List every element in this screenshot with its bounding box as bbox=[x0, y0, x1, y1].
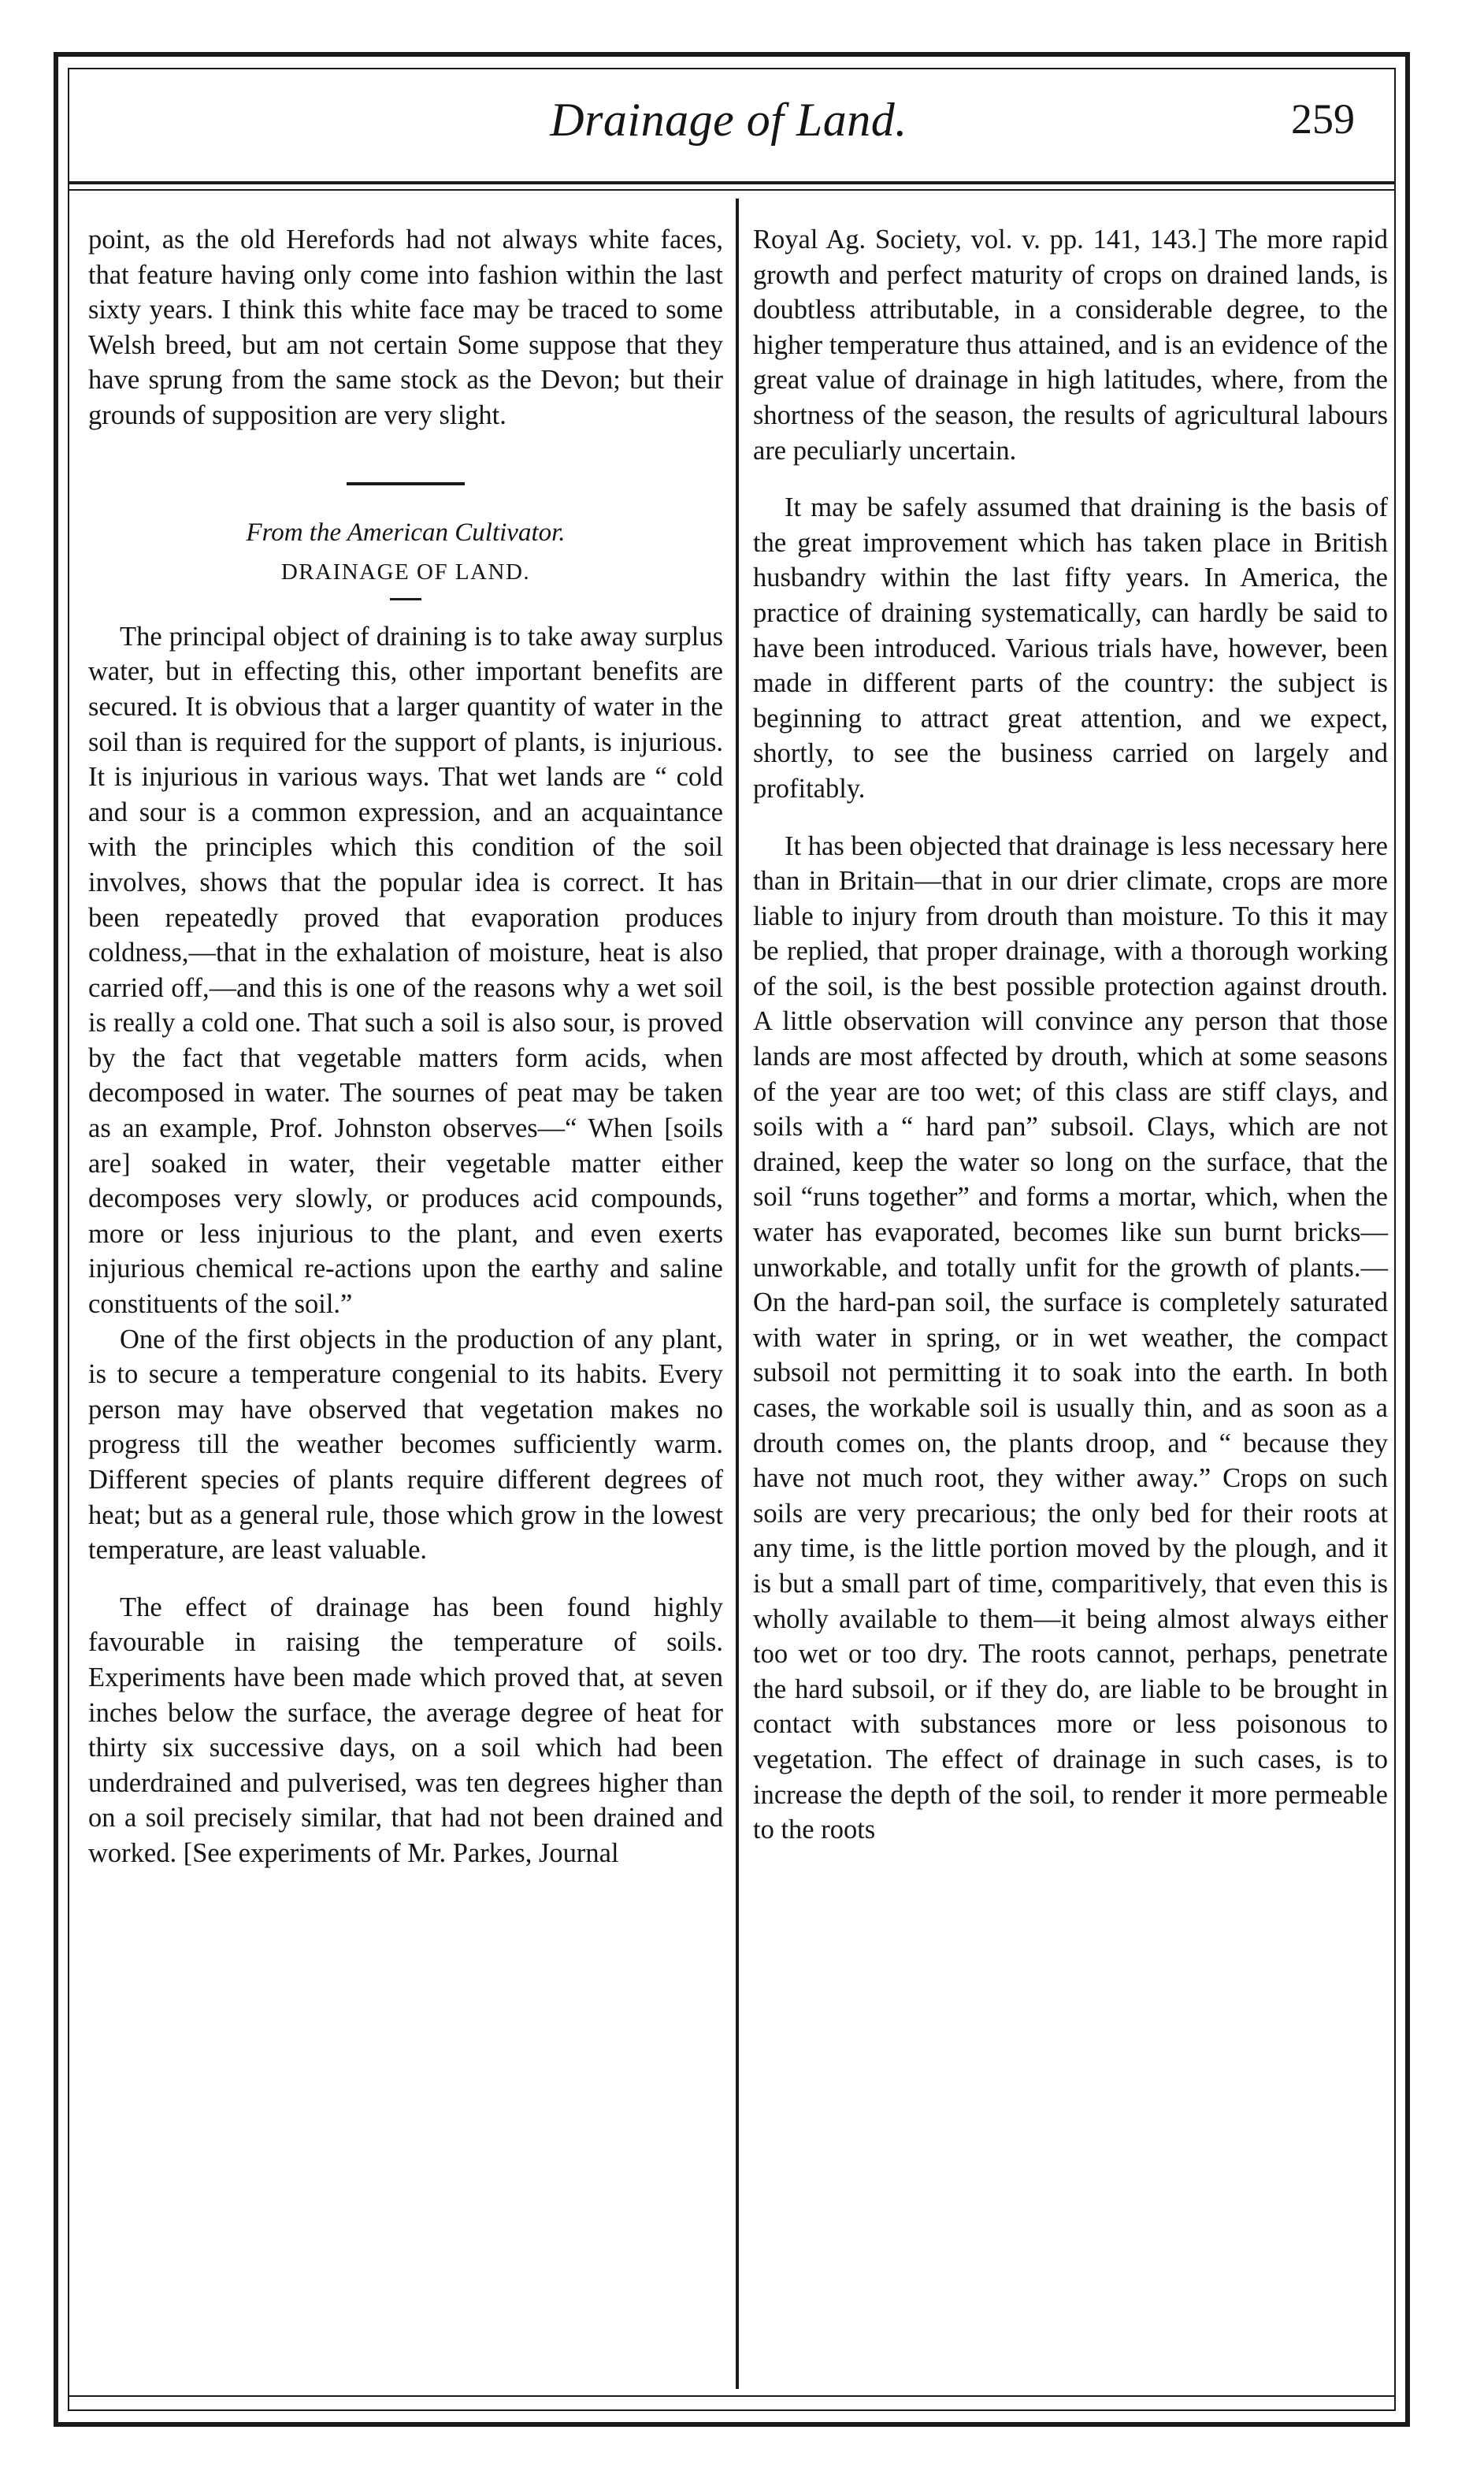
body-paragraph: The principal object of draining is to take away surplus water, but in effecting this, other important benefits are secured. It is obvious that a larger quantity of water in the soil than is required for the support of plants, is injurious. It is injurious in various ways. That wet lands are “ cold and sour is a common expression, and an acquaintance with the principles which this condition of the soil involves, shows that the popular idea is correct. It has been repeatedly proved that evaporation produces coldness,—that in the exhalation of moisture, heat is also carried off,—and this is one of the reasons why a wet soil is really a cold one. That such a soil is also sour, is proved by the fact that vegetable matters form acids, when decomposed in water. The sournes of peat may be taken as an example, Prof. Johnston observes—“ When [soils are] soaked in water, their vegetable matter either decomposes very slowly, or produces acid compounds, more or less injurious to the plant, and even exerts injurious chemical re-actions upon the earthy and saline constituents of the soil.” bbox=[88, 621, 723, 1320]
running-header bbox=[79, 93, 1378, 164]
left-column bbox=[88, 222, 723, 1871]
running-title: Drainage of Land. bbox=[550, 94, 907, 146]
body-paragraph: It has been objected that drainage is less necessary here than in Britain—that in our drier climate, crops are more liable to injury from drouth than moisture. To this it may be replied, that proper drainage, with a thorough working of the soil, is the best possible protection against drouth. A little observation will convince any person that those lands are most affected by drouth, which at some seasons of the year are too wet; of this class are stiff clays, and soils with a “ hard pan” subsoil. Clays, which are not drained, keep the water so long on the surface, that the soil “runs together” and forms a mortar, which, when the water has evaporated, becomes like sun burnt bricks—unworkable, and totally unfit for the growth of plants.— On the hard-pan soil, the surface is completely saturated with water in spring, or in wet weather, the compact subsoil not permitting it to soak into the earth. In both cases, the workable soil is usually thin, and as soon as a drouth comes on, the plants droop, and “ because they have not much root, they wither away.” Crops on such soils are very precarious; the only bed for their roots at any time, is the little portion moved by the plough, and it is but a small part of time, comparitively, that even this is wholly available to them—it being almost always either too wet or too dry. The roots cannot, perhaps, penetrate the hard subsoil, or if they do, are liable to be brought in contact with substances more or less poisonous to vegetation. The effect of drainage in such cases, is to increase the depth of the soil, to render it more permeable to the roots bbox=[753, 830, 1388, 1845]
section-divider-rule bbox=[347, 482, 465, 485]
continued-paragraph: Royal Ag. Society, vol. v. pp. 141, 143.] The more rapid growth and perfect maturity of crops on drained lands, is doubtless attributable, in a considerable degree, to the higher temperature thus attained, and is an evidence of the great value of drainage in high latitudes, where, from the shortness of the season, the results of agricultural labours are peculiarly uncertain. bbox=[753, 225, 1388, 466]
footer-rule bbox=[68, 2395, 1396, 2397]
heading-rule bbox=[390, 598, 421, 600]
header-rule-thin bbox=[68, 189, 1396, 191]
page-number: 259 bbox=[1291, 95, 1355, 143]
right-column bbox=[753, 222, 1388, 1848]
header-rule bbox=[68, 181, 1396, 184]
article-source: From the American Cultivator. bbox=[246, 518, 566, 547]
article-heading: DRAINAGE OF LAND. bbox=[280, 559, 531, 585]
column-divider bbox=[736, 199, 739, 2389]
body-paragraph: One of the first objects in the production of any plant, is to secure a temperature congenial to its habits. Every person may have observed that vegetation makes no progress till the weather becomes sufficiently warm. Different species of plants require different degrees of heat; but as a general rule, those which grow in the lowest temperature, are least valuable. bbox=[88, 1324, 723, 1566]
body-paragraph: It may be safely assumed that draining is the basis of the great improvement which has taken place in British husbandry within the last fifty years. In America, the practice of draining systematically, can hardly be said to have been introduced. Various trials have, however, been made in different parts of the country: the subject is beginning to attract great attention, and we expect, shortly, to see the business carried on largely and profitably. bbox=[753, 492, 1388, 804]
continued-paragraph: point, as the old Herefords had not always white faces, that feature having only come into fashion within the last sixty years. I think this white face may be traced to some Welsh breed, but am not certain Some suppose that they have sprung from the same stock as the Devon; but their grounds of supposition are very slight. bbox=[88, 225, 723, 430]
body-paragraph: The effect of drainage has been found highly favourable in raising the temperature of soils. Experiments have been made which proved that, at seven inches below the surface, the average degree of heat for thirty six successive days, on a soil which had been underdrained and pulverised, was ten degrees higher than on a soil precisely similar, that had not been drained and worked. [See experiments of Mr. Parkes, Journal bbox=[88, 1592, 723, 1868]
